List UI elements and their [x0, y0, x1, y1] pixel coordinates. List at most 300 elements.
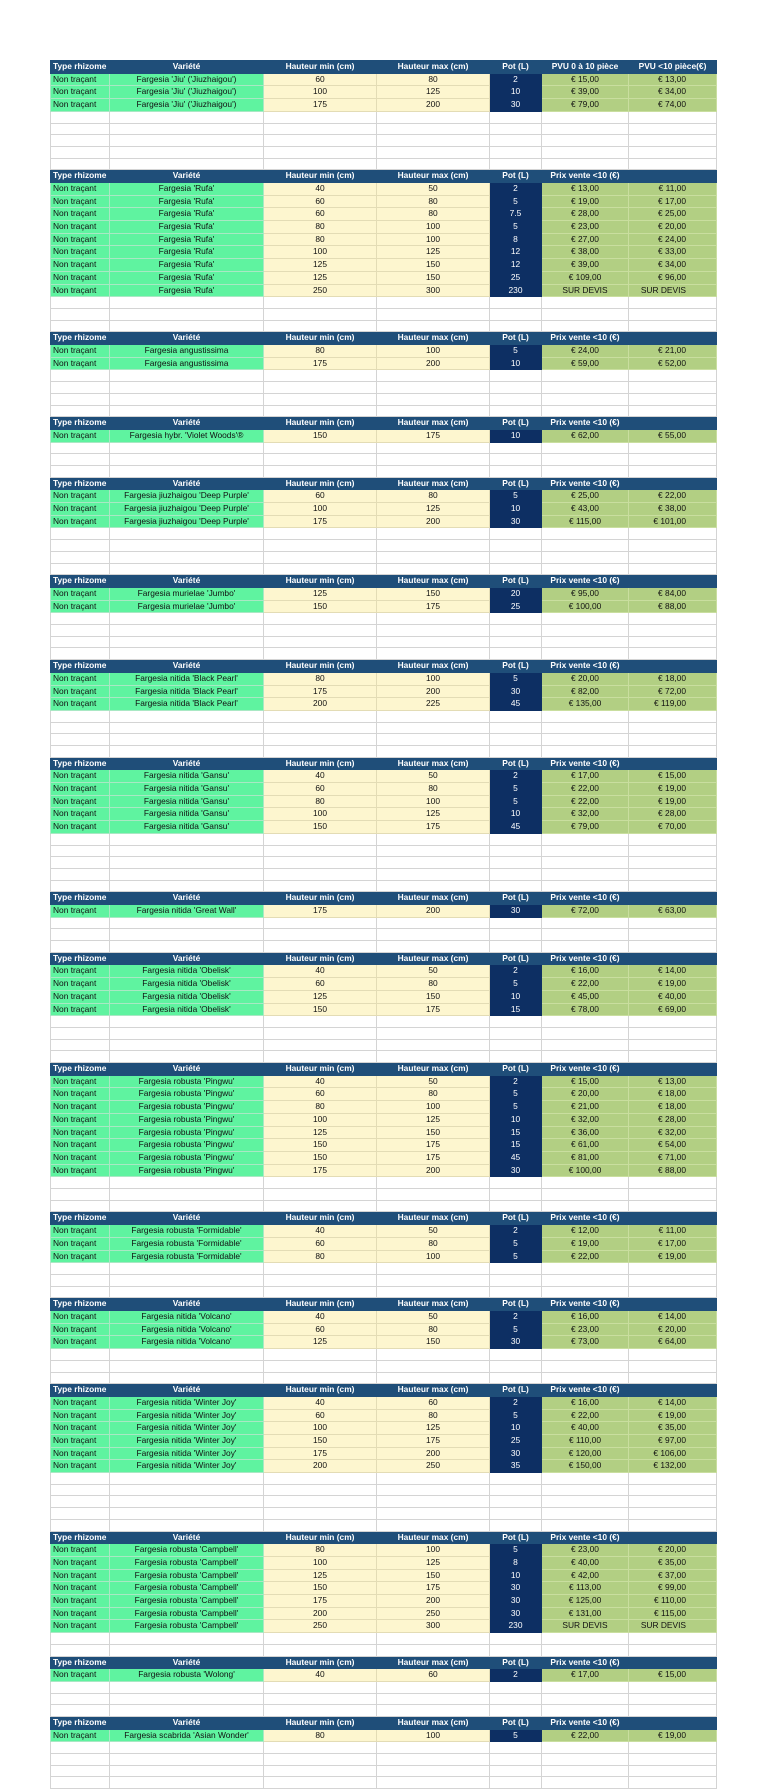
- cell-height-max: 125: [377, 86, 490, 99]
- header-cell-variety: Variété: [110, 170, 264, 183]
- header-cell-height-min: Hauteur min (cm): [264, 892, 377, 905]
- empty-cell: [490, 308, 542, 320]
- empty-cell: [110, 320, 264, 332]
- cell-pot: 5: [490, 1729, 542, 1742]
- table-row: [51, 821, 717, 834]
- cell-pot: 30: [490, 99, 542, 112]
- cell-price-a: € 32,00: [542, 808, 629, 821]
- header-cell-price-a: Prix vente <10 (€): [542, 575, 629, 588]
- header-cell-price-a: Prix vente <10 (€): [542, 660, 629, 673]
- empty-cell: [542, 370, 629, 382]
- empty-cell: [629, 1016, 717, 1028]
- group-header-row: [51, 952, 717, 965]
- empty-cell: [110, 442, 264, 454]
- cell-height-max: 250: [377, 1607, 490, 1620]
- cell-height-min: 40: [264, 1396, 377, 1409]
- empty-cell: [542, 845, 629, 857]
- empty-cell: [629, 1039, 717, 1051]
- cell-variety: Fargesia jiuzhaigou 'Deep Purple': [110, 515, 264, 528]
- table-row: [51, 208, 717, 221]
- empty-cell: [51, 563, 110, 575]
- cell-variety: Fargesia nitida 'Gansu': [110, 770, 264, 783]
- header-cell-price-b: [629, 417, 717, 430]
- empty-cell: [51, 625, 110, 637]
- empty-cell: [629, 1027, 717, 1039]
- table-row: [51, 965, 717, 978]
- cell-price-b: € 38,00: [629, 503, 717, 516]
- group-header-row: [51, 1063, 717, 1076]
- empty-cell: [542, 1473, 629, 1485]
- empty-cell: [110, 1519, 264, 1531]
- cell-height-min: 40: [264, 770, 377, 783]
- table-row: [51, 795, 717, 808]
- cell-price-b: € 20,00: [629, 221, 717, 234]
- empty-cell: [51, 941, 110, 953]
- blank-row: [51, 1777, 717, 1789]
- empty-cell: [490, 370, 542, 382]
- blank-row: [51, 405, 717, 417]
- cell-height-max: 125: [377, 1556, 490, 1569]
- cell-height-min: 40: [264, 965, 377, 978]
- empty-cell: [264, 734, 377, 746]
- cell-height-max: 80: [377, 1409, 490, 1422]
- empty-cell: [629, 1681, 717, 1693]
- empty-cell: [629, 1765, 717, 1777]
- empty-cell: [490, 1274, 542, 1286]
- cell-height-max: 150: [377, 587, 490, 600]
- cell-price-a: € 19,00: [542, 1237, 629, 1250]
- cell-price-b: € 84,00: [629, 587, 717, 600]
- empty-cell: [110, 1189, 264, 1201]
- empty-cell: [51, 454, 110, 466]
- empty-cell: [110, 1039, 264, 1051]
- cell-height-max: 200: [377, 1447, 490, 1460]
- cell-height-min: 100: [264, 86, 377, 99]
- cell-pot: 10: [490, 503, 542, 516]
- cell-rhizome: Non traçant: [51, 1396, 110, 1409]
- empty-cell: [264, 1681, 377, 1693]
- group-header-row: [51, 1298, 717, 1311]
- empty-cell: [490, 1473, 542, 1485]
- cell-pot: 25: [490, 1435, 542, 1448]
- empty-cell: [51, 1200, 110, 1212]
- cell-rhizome: Non traçant: [51, 587, 110, 600]
- header-cell-pot: Pot (L): [490, 1531, 542, 1544]
- empty-cell: [490, 528, 542, 540]
- blank-row: [51, 1484, 717, 1496]
- empty-cell: [110, 734, 264, 746]
- cell-height-min: 100: [264, 503, 377, 516]
- cell-height-min: 40: [264, 182, 377, 195]
- empty-cell: [490, 1633, 542, 1645]
- cell-rhizome: Non traçant: [51, 221, 110, 234]
- empty-cell: [377, 442, 490, 454]
- empty-cell: [51, 833, 110, 845]
- cell-pot: 5: [490, 672, 542, 685]
- cell-pot: 30: [490, 685, 542, 698]
- cell-height-max: 200: [377, 685, 490, 698]
- cell-height-max: 80: [377, 1323, 490, 1336]
- empty-cell: [377, 857, 490, 869]
- cell-variety: Fargesia robusta 'Campbell': [110, 1607, 264, 1620]
- blank-row: [51, 868, 717, 880]
- cell-price-b: € 88,00: [629, 1164, 717, 1177]
- cell-price-b: € 17,00: [629, 1237, 717, 1250]
- header-cell-variety: Variété: [110, 660, 264, 673]
- empty-cell: [264, 917, 377, 929]
- empty-cell: [490, 540, 542, 552]
- empty-cell: [264, 1693, 377, 1705]
- header-cell-height-max: Hauteur max (cm): [377, 892, 490, 905]
- cell-variety: Fargesia 'Rufa': [110, 182, 264, 195]
- cell-price-b: € 64,00: [629, 1336, 717, 1349]
- header-cell-price-b: [629, 892, 717, 905]
- cell-pot: 230: [490, 1620, 542, 1633]
- blank-row: [51, 625, 717, 637]
- cell-rhizome: Non traçant: [51, 503, 110, 516]
- empty-cell: [490, 734, 542, 746]
- cell-price-b: € 71,00: [629, 1151, 717, 1164]
- cell-price-a: € 42,00: [542, 1569, 629, 1582]
- table-row: [51, 1075, 717, 1088]
- cell-variety: Fargesia nitida 'Winter Joy': [110, 1460, 264, 1473]
- empty-cell: [542, 745, 629, 757]
- blank-row: [51, 442, 717, 454]
- empty-cell: [110, 1016, 264, 1028]
- cell-pot: 8: [490, 233, 542, 246]
- cell-price-b: € 21,00: [629, 345, 717, 358]
- cell-pot: 5: [490, 978, 542, 991]
- empty-cell: [377, 563, 490, 575]
- cell-height-max: 125: [377, 1422, 490, 1435]
- cell-pot: 5: [490, 783, 542, 796]
- empty-cell: [51, 308, 110, 320]
- empty-cell: [377, 1777, 490, 1789]
- empty-cell: [110, 1027, 264, 1039]
- empty-cell: [629, 722, 717, 734]
- table-row: [51, 1151, 717, 1164]
- empty-cell: [264, 1633, 377, 1645]
- cell-price-b: € 115,00: [629, 1607, 717, 1620]
- blank-row: [51, 1286, 717, 1298]
- cell-height-max: 125: [377, 503, 490, 516]
- cell-price-b: € 32,00: [629, 1126, 717, 1139]
- empty-cell: [377, 111, 490, 123]
- cell-price-b: € 106,00: [629, 1447, 717, 1460]
- empty-cell: [264, 1519, 377, 1531]
- empty-cell: [51, 540, 110, 552]
- cell-variety: Fargesia robusta 'Pingwu': [110, 1101, 264, 1114]
- header-cell-rhizome: Type rhizome: [51, 1298, 110, 1311]
- empty-cell: [490, 929, 542, 941]
- header-cell-price-b: [629, 170, 717, 183]
- cell-height-max: 175: [377, 1139, 490, 1152]
- empty-cell: [490, 1496, 542, 1508]
- header-cell-height-max: Hauteur max (cm): [377, 1298, 490, 1311]
- cell-height-min: 150: [264, 1582, 377, 1595]
- header-cell-rhizome: Type rhizome: [51, 1531, 110, 1544]
- blank-row: [51, 1177, 717, 1189]
- header-cell-price-a: Prix vente <10 (€): [542, 332, 629, 345]
- table-row: [51, 1460, 717, 1473]
- cell-price-b: € 34,00: [629, 259, 717, 272]
- empty-cell: [377, 1765, 490, 1777]
- cell-variety: Fargesia robusta 'Pingwu': [110, 1126, 264, 1139]
- table-row: [51, 1447, 717, 1460]
- cell-height-min: 175: [264, 685, 377, 698]
- empty-cell: [110, 636, 264, 648]
- empty-cell: [264, 1051, 377, 1063]
- cell-price-b: SUR DEVIS: [629, 284, 717, 297]
- empty-cell: [377, 135, 490, 147]
- empty-cell: [377, 1484, 490, 1496]
- empty-cell: [542, 648, 629, 660]
- cell-price-b: € 19,00: [629, 1729, 717, 1742]
- cell-pot: 10: [490, 1113, 542, 1126]
- empty-cell: [629, 551, 717, 563]
- cell-price-a: € 100,00: [542, 600, 629, 613]
- cell-variety: Fargesia robusta 'Wolong': [110, 1669, 264, 1682]
- cell-height-max: 100: [377, 672, 490, 685]
- blank-row: [51, 745, 717, 757]
- cell-pot: 30: [490, 905, 542, 918]
- empty-cell: [542, 393, 629, 405]
- empty-cell: [490, 1360, 542, 1372]
- blank-row: [51, 551, 717, 563]
- cell-pot: 5: [490, 345, 542, 358]
- cell-price-a: € 39,00: [542, 259, 629, 272]
- empty-cell: [51, 1777, 110, 1789]
- empty-cell: [110, 1360, 264, 1372]
- cell-height-max: 175: [377, 821, 490, 834]
- empty-cell: [264, 465, 377, 477]
- price-table-body: [51, 61, 717, 1789]
- empty-cell: [377, 1263, 490, 1275]
- cell-price-b: € 13,00: [629, 73, 717, 86]
- cell-price-a: € 17,00: [542, 1669, 629, 1682]
- cell-rhizome: Non traçant: [51, 808, 110, 821]
- cell-height-min: 40: [264, 1669, 377, 1682]
- cell-price-a: € 82,00: [542, 685, 629, 698]
- cell-height-max: 200: [377, 357, 490, 370]
- cell-price-b: € 34,00: [629, 86, 717, 99]
- empty-cell: [377, 1016, 490, 1028]
- cell-height-min: 150: [264, 1435, 377, 1448]
- cell-price-a: € 23,00: [542, 1323, 629, 1336]
- empty-cell: [51, 1263, 110, 1275]
- empty-cell: [490, 1765, 542, 1777]
- cell-height-max: 60: [377, 1396, 490, 1409]
- cell-price-a: € 16,00: [542, 1311, 629, 1324]
- cell-rhizome: Non traçant: [51, 1088, 110, 1101]
- cell-rhizome: Non traçant: [51, 284, 110, 297]
- cell-height-max: 100: [377, 221, 490, 234]
- empty-cell: [542, 465, 629, 477]
- cell-pot: 8: [490, 1556, 542, 1569]
- empty-cell: [629, 308, 717, 320]
- empty-cell: [264, 1644, 377, 1656]
- header-cell-height-min: Hauteur min (cm): [264, 575, 377, 588]
- empty-cell: [51, 1349, 110, 1361]
- cell-height-min: 150: [264, 1151, 377, 1164]
- header-cell-height-max: Hauteur max (cm): [377, 1063, 490, 1076]
- cell-price-b: € 70,00: [629, 821, 717, 834]
- empty-cell: [264, 146, 377, 158]
- empty-cell: [629, 1508, 717, 1520]
- empty-cell: [377, 465, 490, 477]
- cell-price-a: € 95,00: [542, 587, 629, 600]
- empty-cell: [264, 158, 377, 170]
- empty-cell: [377, 1693, 490, 1705]
- cell-variety: Fargesia nitida 'Gansu': [110, 808, 264, 821]
- table-row: [51, 86, 717, 99]
- empty-cell: [377, 158, 490, 170]
- empty-cell: [542, 625, 629, 637]
- cell-price-a: € 13,00: [542, 182, 629, 195]
- table-row: [51, 808, 717, 821]
- empty-cell: [542, 1372, 629, 1384]
- cell-variety: Fargesia murielae 'Jumbo': [110, 600, 264, 613]
- cell-variety: Fargesia nitida 'Obelisk': [110, 990, 264, 1003]
- cell-variety: Fargesia robusta 'Campbell': [110, 1544, 264, 1557]
- cell-pot: 10: [490, 429, 542, 442]
- empty-cell: [377, 648, 490, 660]
- header-cell-pot: Pot (L): [490, 575, 542, 588]
- cell-price-a: € 28,00: [542, 208, 629, 221]
- empty-cell: [542, 868, 629, 880]
- group-header-row: [51, 1656, 717, 1669]
- empty-cell: [264, 845, 377, 857]
- cell-height-min: 250: [264, 284, 377, 297]
- cell-rhizome: Non traçant: [51, 795, 110, 808]
- group-header-row: [51, 477, 717, 490]
- table-row: [51, 429, 717, 442]
- price-table: [50, 60, 717, 1789]
- empty-cell: [629, 528, 717, 540]
- empty-cell: [542, 1484, 629, 1496]
- header-cell-price-b: [629, 1656, 717, 1669]
- header-cell-price-b: [629, 757, 717, 770]
- empty-cell: [490, 1777, 542, 1789]
- empty-cell: [110, 540, 264, 552]
- header-cell-height-max: Hauteur max (cm): [377, 1656, 490, 1669]
- cell-height-min: 150: [264, 821, 377, 834]
- header-cell-pot: Pot (L): [490, 1212, 542, 1225]
- empty-cell: [377, 1473, 490, 1485]
- cell-price-b: € 54,00: [629, 1139, 717, 1152]
- empty-cell: [377, 1508, 490, 1520]
- empty-cell: [264, 1177, 377, 1189]
- empty-cell: [110, 563, 264, 575]
- empty-cell: [542, 308, 629, 320]
- empty-cell: [110, 625, 264, 637]
- empty-cell: [264, 320, 377, 332]
- header-cell-height-min: Hauteur min (cm): [264, 1531, 377, 1544]
- cell-rhizome: Non traçant: [51, 1669, 110, 1682]
- cell-price-a: € 16,00: [542, 1396, 629, 1409]
- cell-price-a: € 22,00: [542, 1250, 629, 1263]
- cell-height-max: 175: [377, 1582, 490, 1595]
- header-cell-rhizome: Type rhizome: [51, 1063, 110, 1076]
- cell-price-b: € 119,00: [629, 698, 717, 711]
- empty-cell: [542, 1286, 629, 1298]
- empty-cell: [264, 308, 377, 320]
- cell-variety: Fargesia nitida 'Winter Joy': [110, 1409, 264, 1422]
- cell-pot: 10: [490, 357, 542, 370]
- cell-price-b: € 19,00: [629, 795, 717, 808]
- empty-cell: [490, 1189, 542, 1201]
- cell-pot: 2: [490, 1075, 542, 1088]
- empty-cell: [542, 442, 629, 454]
- empty-cell: [490, 1644, 542, 1656]
- header-cell-height-max: Hauteur max (cm): [377, 952, 490, 965]
- empty-cell: [110, 135, 264, 147]
- header-cell-rhizome: Type rhizome: [51, 332, 110, 345]
- empty-cell: [629, 1177, 717, 1189]
- cell-price-a: € 22,00: [542, 795, 629, 808]
- blank-row: [51, 454, 717, 466]
- empty-cell: [110, 454, 264, 466]
- empty-cell: [629, 1644, 717, 1656]
- table-row: [51, 672, 717, 685]
- empty-cell: [542, 1177, 629, 1189]
- table-row: [51, 1544, 717, 1557]
- header-cell-pot: Pot (L): [490, 1656, 542, 1669]
- empty-cell: [629, 563, 717, 575]
- cell-height-min: 80: [264, 1250, 377, 1263]
- cell-price-b: € 19,00: [629, 978, 717, 991]
- cell-variety: Fargesia murielae 'Jumbo': [110, 587, 264, 600]
- empty-cell: [51, 1496, 110, 1508]
- cell-rhizome: Non traçant: [51, 1607, 110, 1620]
- group-header-row: [51, 61, 717, 74]
- cell-height-max: 100: [377, 795, 490, 808]
- table-row: [51, 1595, 717, 1608]
- cell-variety: Fargesia 'Rufa': [110, 259, 264, 272]
- header-cell-price-b: [629, 1384, 717, 1397]
- group-header-row: [51, 575, 717, 588]
- cell-price-b: € 15,00: [629, 770, 717, 783]
- header-cell-rhizome: Type rhizome: [51, 61, 110, 74]
- empty-cell: [377, 625, 490, 637]
- empty-cell: [377, 1189, 490, 1201]
- cell-variety: Fargesia robusta 'Pingwu': [110, 1075, 264, 1088]
- header-cell-price-b: [629, 1212, 717, 1225]
- empty-cell: [51, 648, 110, 660]
- cell-price-a: € 40,00: [542, 1556, 629, 1569]
- cell-height-max: 150: [377, 259, 490, 272]
- cell-price-a: € 79,00: [542, 821, 629, 834]
- empty-cell: [629, 393, 717, 405]
- empty-cell: [490, 1177, 542, 1189]
- empty-cell: [377, 845, 490, 857]
- cell-variety: Fargesia 'Rufa': [110, 221, 264, 234]
- cell-variety: Fargesia robusta 'Formidable': [110, 1250, 264, 1263]
- cell-price-a: € 38,00: [542, 246, 629, 259]
- empty-cell: [51, 1484, 110, 1496]
- cell-pot: 30: [490, 1164, 542, 1177]
- header-cell-rhizome: Type rhizome: [51, 1717, 110, 1730]
- cell-variety: Fargesia nitida 'Great Wall': [110, 905, 264, 918]
- table-row: [51, 587, 717, 600]
- cell-price-a: € 15,00: [542, 73, 629, 86]
- empty-cell: [542, 710, 629, 722]
- table-row: [51, 1237, 717, 1250]
- empty-cell: [542, 123, 629, 135]
- cell-pot: 5: [490, 1101, 542, 1114]
- header-cell-height-min: Hauteur min (cm): [264, 1656, 377, 1669]
- cell-pot: 35: [490, 1460, 542, 1473]
